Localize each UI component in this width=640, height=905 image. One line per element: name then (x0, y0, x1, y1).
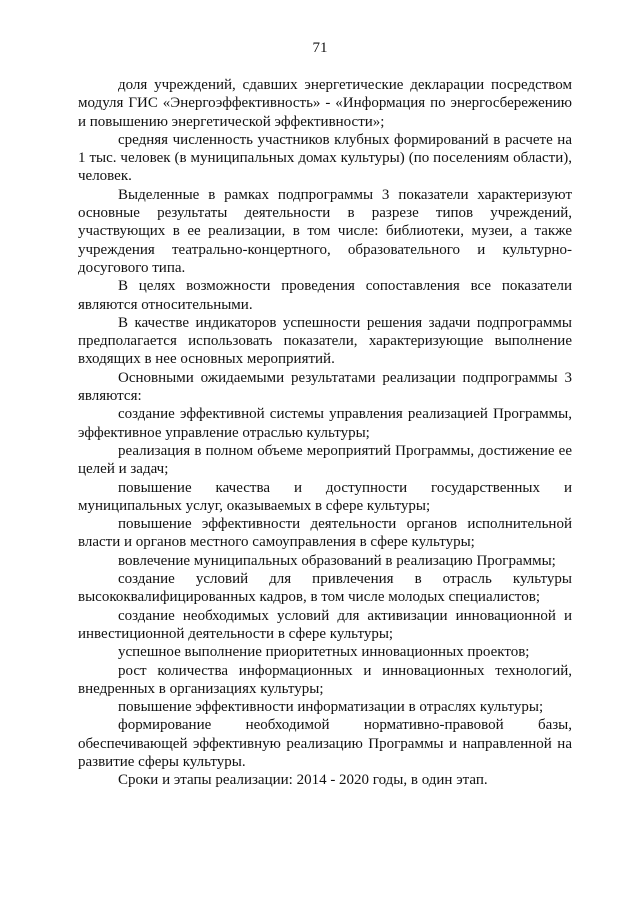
paragraph: вовлечение муниципальных образований в реализацию Программы; (118, 552, 556, 569)
paragraph: повышение эффективности деятельности органов исполнительной власти и органов местного самоуправления в сфере культуры; (78, 516, 572, 551)
paragraph: Выделенные в рамках подпрограммы 3 показатели характеризуют основные результаты деятельности в разрезе типов учреждений, участвующих в ее реализации, в том числе: библиотеки, музеи, а также учреждения театрально-концертного, образовательного и культурно-досугового типа. (78, 186, 572, 276)
paragraph: доля учреждений, сдавших энергетические декларации посредством модуля ГИС «Энергоэффективность» - «Информация по энергосбережению и повышению энергетической эффективности»; (78, 77, 572, 130)
paragraph: повышение качества и доступности государственных и муниципальных услуг, оказываемых в сфере культуры; (78, 479, 572, 514)
document-body (78, 76, 572, 790)
paragraph: В качестве индикаторов успешности решения задачи подпрограммы предполагается использовать показатели, характеризующие выполнение входящих в нее основных мероприятий. (78, 314, 572, 368)
paragraph: Сроки и этапы реализации: 2014 - 2020 годы, в один этап. (118, 772, 488, 789)
paragraph: В целях возможности проведения сопоставления все показатели являются относительными. (78, 278, 572, 313)
page-number: 71 (312, 40, 328, 56)
paragraph: создание условий для привлечения в отрасль культуры высококвалифицированных кадров, в том числе молодых специалистов; (78, 571, 572, 606)
paragraph: формирование необходимой нормативно-правовой базы, обеспечивающей эффективную реализацию Программы и направленной на развитие сферы культуры. (78, 717, 572, 770)
paragraph: создание эффективной системы управления реализацией Программы, эффективное управление отраслью культуры; (78, 406, 572, 441)
paragraph: рост количества информационных и инновационных технологий, внедренных в организациях культуры; (78, 662, 572, 697)
paragraph: повышение эффективности информатизации в отраслях культуры; (118, 699, 544, 716)
paragraph: успешное выполнение приоритетных инновационных проектов; (118, 644, 530, 661)
paragraph: реализация в полном объеме мероприятий Программы, достижение ее целей и задач; (78, 442, 572, 478)
paragraph: Основными ожидаемыми результатами реализации подпрограммы 3 являются: (78, 369, 572, 405)
paragraph: создание необходимых условий для активизации инновационной и инвестиционной деятельности в сфере культуры; (78, 607, 572, 642)
paragraph: средняя численность участников клубных формирований в расчете на 1 тыс. человек (в муниципальных домах культуры) (по поселениям области), человек. (78, 131, 572, 185)
